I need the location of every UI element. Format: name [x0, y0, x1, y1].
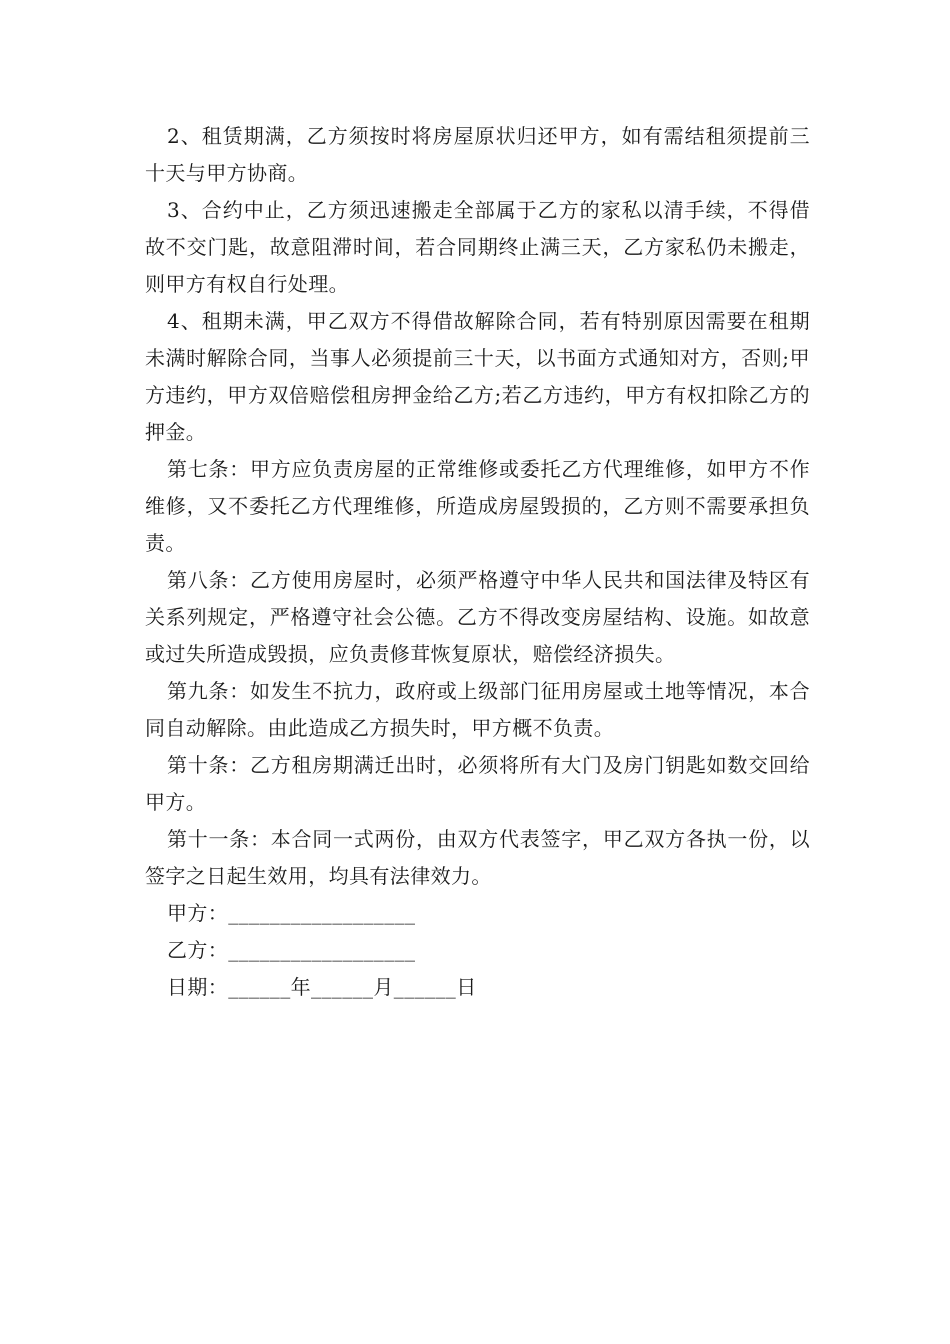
- article-10-return-keys: 第十条：乙方租房期满迁出时，必须将所有大门及房门钥匙如数交回给甲方。: [145, 753, 810, 814]
- article-9-force-majeure: 第九条：如发生不抗力，政府或上级部门征用房屋或土地等情况，本合同自动解除。由此造成乙方损失时，甲方概不负责。: [145, 679, 810, 740]
- article-11-copies-effect: 第十一条：本合同一式两份，由双方代表签字，甲乙双方各执一份，以签字之日起生效用，均具有法律效力。: [145, 827, 810, 888]
- contract-page: [145, 118, 810, 1006]
- clause-2-lease-expiry: 2、租赁期满，乙方须按时将房屋原状归还甲方，如有需结租须提前三十天与甲方协商。: [145, 124, 810, 185]
- article-7-maintenance: 第七条：甲方应负责房屋的正常维修或委托乙方代理维修，如甲方不作维修，又不委托乙方代理维修，所造成房屋毁损的，乙方则不需要承担负责。: [145, 457, 810, 555]
- party-a-signature-line: 甲方：__________________: [167, 901, 416, 925]
- clause-3-contract-termination: 3、合约中止，乙方须迅速搬走全部属于乙方的家私以清手续，不得借故不交门匙，故意阻滞时间，若合同期终止满三天，乙方家私仍未搬走，则甲方有权自行处理。: [145, 198, 810, 296]
- party-b-signature-line: 乙方：__________________: [167, 938, 416, 962]
- clause-4-early-termination: 4、租期未满，甲乙双方不得借故解除合同，若有特别原因需要在租期未满时解除合同，当事人必须提前三十天，以书面方式通知对方，否则;甲方违约，甲方双倍赔偿租房押金给乙方;若乙方违约，甲方有权扣除乙方的押金。: [145, 309, 810, 444]
- article-8-usage-rules: 第八条：乙方使用房屋时，必须严格遵守中华人民共和国法律及特区有关系列规定，严格遵守社会公德。乙方不得改变房屋结构、设施。如故意或过失所造成毁损，应负责修茸恢复原状，赔偿经济损失。: [145, 568, 810, 666]
- signing-date-line: 日期：______年______月______日: [167, 975, 477, 999]
